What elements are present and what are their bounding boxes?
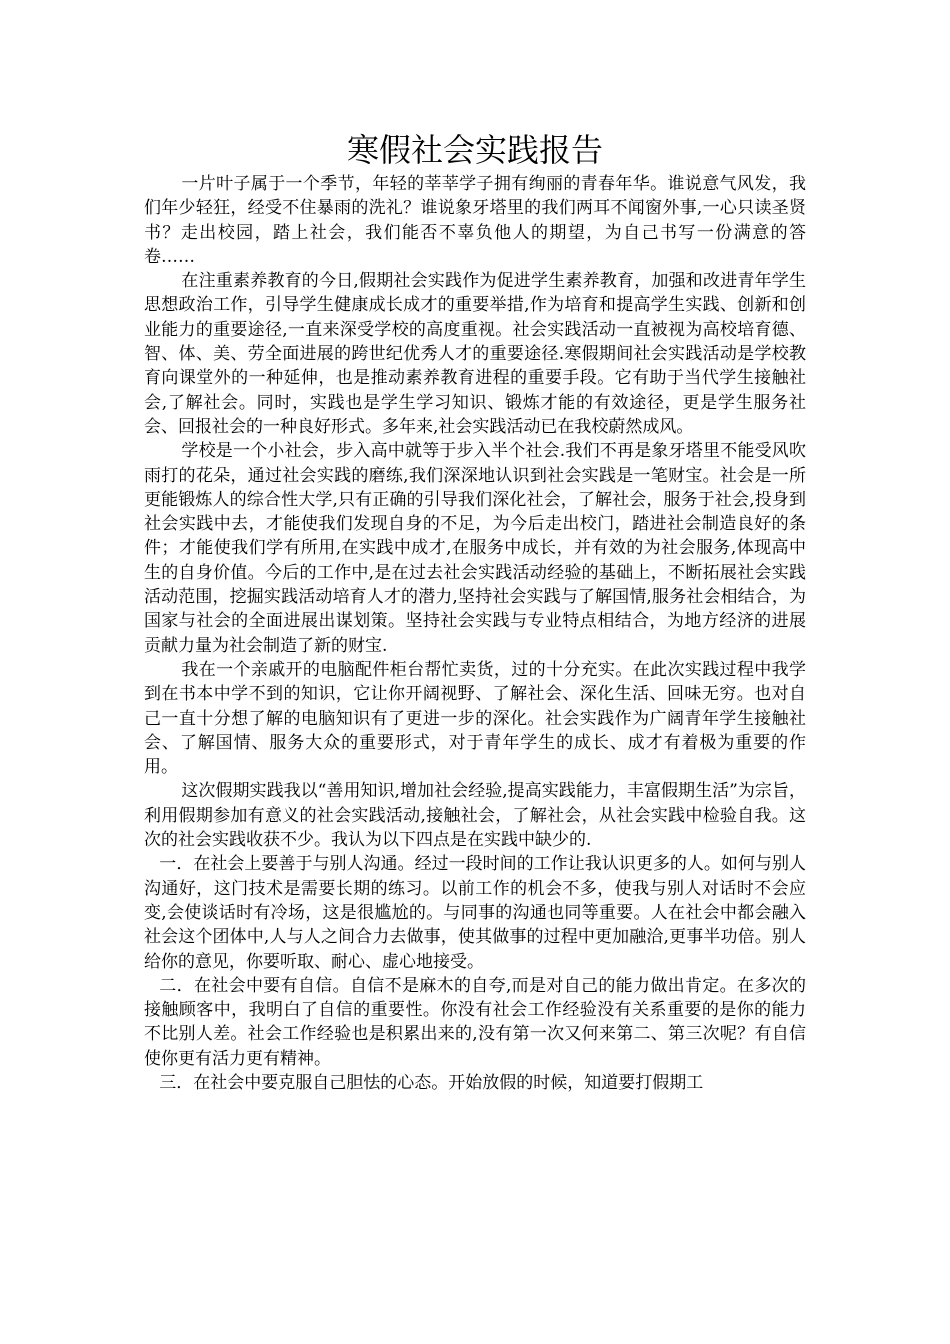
paragraph-intro: 一片叶子属于一个季节，年轻的莘莘学子拥有绚丽的青春年华。谁说意气风发，我们年少轻狂，经受不住暴雨的洗礼？谁说象牙塔里的我们两耳不闻窗外事,一心只读圣贤书？走出校园，踏上社会，我们能否不辜负他人的期望，为自己书写一份满意的答卷…… xyxy=(144,174,806,267)
paragraph-experience: 我在一个亲戚开的电脑配件柜台帮忙卖货，过的十分充实。在此次实践过程中我学到在书本中学不到的知识，它让你开阔视野、了解社会、深化生活、回味无穷。也对自己一直十分想了解的电脑知识有了更进一步的深化。社会实践作为广阔青年学生接触社会、了解国情、服务大众的重要形式，对于青年学生的成长、成才有着极为重要的作用。 xyxy=(144,659,806,778)
list-item-confidence: 二．在社会中要有自信。自信不是麻木的自夸,而是对自己的能力做出肯定。在多次的接触顾客中，我明白了自信的重要性。你没有社会工作经验没有关系重要的是你的能力不比别人差。社会工作经验也是积累出来的,没有第一次又何来第二、第三次呢？有自信使你更有活力更有精神。 xyxy=(144,975,806,1069)
document-title: 寒假社会实践报告 xyxy=(346,131,603,169)
paragraph-school: 学校是一个小社会，步入高中就等于步入半个社会.我们不再是象牙塔里不能受风吹雨打的花朵，通过社会实践的磨练,我们深深地认识到社会实践是一笔财宝。社会是一所更能锻炼人的综合性大学,只有正确的引导我们深化社会，了解社会，服务于社会,投身到社会实践中去，才能使我们发现自身的不足，为今后走出校门，踏进社会制造良好的条件；才能使我们学有所用,在实践中成才,在服务中成长，并有效的为社会服务,体现高中生的自身价值。今后的工作中,是在过去社会实践活动经验的基础上，不断拓展社会实践活动范围，挖掘实践活动培育人才的潜力,坚持社会实践与了解国情,服务社会相结合，为国家与社会的全面进展出谋划策。坚持社会实践与专业特点相结合，为地方经济的进展贡献力量为社会制造了新的财宝. xyxy=(144,441,806,656)
list-item-overcome-timidity: 三．在社会中要克服自己胆怯的心态。开始放假的时候，知道要打假期工 xyxy=(159,1072,704,1093)
document-body xyxy=(144,172,806,1095)
paragraph-purpose: 这次假期实践我以“善用知识,增加社会经验,提高实践能力，丰富假期生活”为宗旨，利用假期参加有意义的社会实践活动,接触社会，了解社会，从社会实践中检验自我。这次的社会实践收获不少。我认为以下四点是在实践中缺少的. xyxy=(144,781,806,851)
paragraph-education: 在注重素养教育的今日,假期社会实践作为促进学生素养教育，加强和改进青年学生思想政治工作，引导学生健康成长成才的重要举措,作为培育和提高学生实践、创新和创业能力的重要途径,一直来深受学校的高度重视。社会实践活动一直被视为高校培育德、智、体、美、劳全面进展的跨世纪优秀人才的重要途径.寒假期间社会实践活动是学校教育向课堂外的一种延伸，也是推动素养教育进程的重要手段。它有助于当代学生接触社会,了解社会。同时，实践也是学生学习知识、锻炼才能的有效途径，更是学生服务社会、回报社会的一种良好形式。多年来,社会实践活动已在我校蔚然成风。 xyxy=(144,271,806,437)
list-item-communication: 一．在社会上要善于与别人沟通。经过一段时间的工作让我认识更多的人。如何与别人沟通好，这门技术是需要长期的练习。以前工作的机会不多，使我与别人对话时不会应变,会使谈话时有冷场，这是很尴尬的。与同事的沟通也同等重要。人在社会中都会融入社会这个团体中,人与人之间合力去做事，使其做事的过程中更加融洽,更事半功倍。别人给你的意见，你要听取、耐心、虚心地接受。 xyxy=(144,854,806,972)
